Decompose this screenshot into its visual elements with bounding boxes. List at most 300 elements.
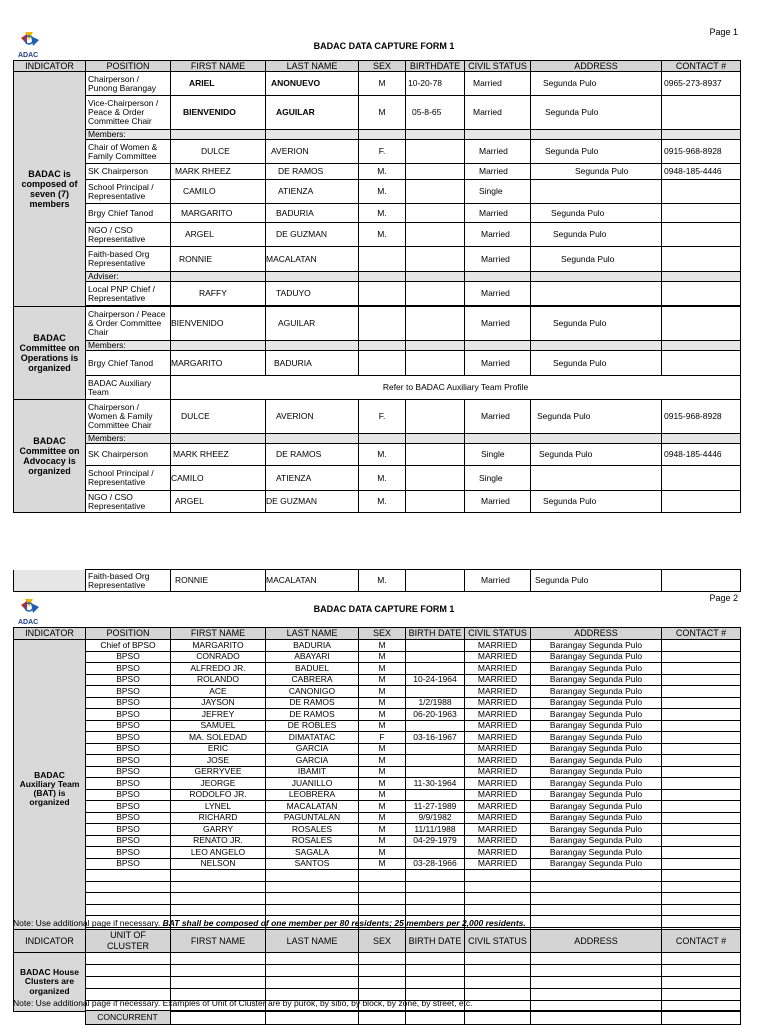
position-cell: SK Chairperson [86,164,171,180]
first-cell: RENATO JR. [171,835,266,847]
civil-status-cell: Single [465,466,531,491]
table-row [14,663,741,675]
last-cell: JUANILLO [266,778,359,790]
position-cell: BPSO [86,766,171,778]
position-cell: Local PNP Chief / Representative [86,282,171,306]
civil-cell: MARRIED [465,640,531,652]
last-name-cell: DE GUZMAN [266,223,359,247]
last-name-cell: TADUYO [266,282,359,306]
last-name-cell: DE RAMOS [266,444,359,466]
position-cell: BPSO [86,720,171,732]
position-cell: Faith-based Org Representative [86,247,171,272]
address-cell: Segunda Pulo [531,400,662,434]
table-row [14,686,741,698]
birth-cell [406,640,465,652]
last-name-cell: AGUILAR [266,96,359,130]
first-cell: MARGARITO [171,640,266,652]
contact-cell [662,893,741,905]
last-cell: CANONIGO [266,686,359,698]
table-row [14,720,741,732]
first-cell: JOSE [171,755,266,767]
sex-cell [359,351,406,376]
col-header: BIRTH DATE [406,628,465,640]
address-cell: Barangay Segunda Pulo [531,812,662,824]
adviser-label: Adviser: [86,272,171,282]
page-number: Page 2 [709,593,738,603]
last-cell: IBAMIT [266,766,359,778]
indicator-cell: BADAC Auxiliary Team (BAT) is organized [14,640,86,939]
civil-status-cell: Married [465,223,531,247]
address-cell: Barangay Segunda Pulo [531,858,662,870]
members-subheader-row [14,434,741,444]
civil-cell: MARRIED [465,720,531,732]
sex-cell: M [359,801,406,813]
table-row [14,835,741,847]
civil-cell: MARRIED [465,709,531,721]
contact-cell [662,778,741,790]
sex-cell: M [359,778,406,790]
address-cell: Barangay Segunda Pulo [531,674,662,686]
sex-cell: M [359,96,406,130]
position-cell: Chief of BPSO [86,640,171,652]
first-cell: RODOLFO JR. [171,789,266,801]
blank-row [14,904,741,916]
last-name-cell: MACALATAN [266,570,359,592]
last-name-cell: AVERION [266,140,359,164]
table-row [14,180,741,204]
address-cell: Barangay Segunda Pulo [531,720,662,732]
table-row [14,858,741,870]
first-name-cell: ARGEL [171,491,266,513]
col-header: CONTACT # [662,930,741,953]
address-cell: Segunda Pulo [531,444,662,466]
auxiliary-team-table [13,627,741,939]
civil-status-cell: Married [465,164,531,180]
sex-cell: F. [359,400,406,434]
table-row [13,1011,740,1025]
table-row [14,96,741,130]
birthdate-cell [406,282,465,306]
civil-cell: MARRIED [465,674,531,686]
first-cell: LEO ANGELO [171,847,266,859]
first-name-cell: BIENVENIDO [171,96,266,130]
address-cell: Segunda Pulo [531,140,662,164]
address-cell: Segunda Pulo [531,164,662,180]
sex-cell: M. [359,444,406,466]
birthdate-cell [406,307,465,341]
first-name-cell: ARIEL [171,72,266,96]
birthdate-cell [406,204,465,223]
position-cell: BPSO [86,824,171,836]
contact-cell [662,709,741,721]
contact-cell [662,916,741,928]
position-cell: BPSO [86,686,171,698]
col-header: CIVIL STATUS [465,930,531,953]
civil-status-cell: Married [465,140,531,164]
position-cell: Chairperson / Women & Family Committee Chair [86,400,171,434]
civil-status-cell: Married [465,307,531,341]
civil-status-cell: Single [465,180,531,204]
col-header: POSITION [86,628,171,640]
table-row [14,400,741,434]
table-row [14,72,741,96]
concurrent-header: CONCURRENT [85,1011,170,1025]
civil-status-cell: Married [465,96,531,130]
sex-cell: M. [359,204,406,223]
civil-status-cell: Married [465,351,531,376]
contact-cell [662,697,741,709]
col-header: CONTACT # [662,61,741,72]
indicator-cell: BADAC Committee on Operations is organized [14,307,86,400]
first-name-cell: DULCE [171,400,266,434]
birth-cell: 10-24-1964 [406,674,465,686]
sex-cell: M [359,697,406,709]
first-name-cell: MARGARITO [171,351,266,376]
last-cell: MACALATAN [266,801,359,813]
col-header: BIRTH DATE [406,930,465,953]
contact-cell [662,204,741,223]
first-name-cell: CAMILO [171,466,266,491]
address-cell [531,180,662,204]
sex-cell: M [359,755,406,767]
members-subheader-row [14,130,741,140]
last-name-cell: AGUILAR [266,307,359,341]
civil-cell: MARRIED [465,732,531,744]
position-cell: BPSO [86,847,171,859]
civil-status-cell: Married [465,570,531,592]
position-cell: BPSO [86,743,171,755]
birth-cell [406,663,465,675]
position-cell: Chair of Women & Family Committee [86,140,171,164]
position-cell: Chairperson / Punong Barangay [86,72,171,96]
contact-cell [662,720,741,732]
address-cell: Barangay Segunda Pulo [531,835,662,847]
table-row [14,164,741,180]
civil-status-cell: Married [465,400,531,434]
civil-status-cell: Married [465,491,531,513]
birthdate-cell [406,351,465,376]
position-cell: School Principal / Representative [86,180,171,204]
last-name-cell: MACALATAN [266,247,359,272]
col-header: SEX [359,628,406,640]
address-cell: Barangay Segunda Pulo [531,732,662,744]
address-cell: Segunda Pulo [531,491,662,513]
birth-cell: 11-27-1989 [406,801,465,813]
first-name-cell: RONNIE [171,247,266,272]
badac-members-table [13,60,741,513]
sex-cell: M. [359,223,406,247]
civil-status-cell: Married [465,204,531,223]
table-row [14,812,741,824]
table-row [14,282,741,306]
col-header: LAST NAME [266,930,359,953]
last-cell: GARCIA [266,743,359,755]
table-row [14,140,741,164]
first-cell: RICHARD [171,812,266,824]
svg-text:ADAC: ADAC [18,619,39,625]
table-row [14,766,741,778]
col-header: CIVIL STATUS [465,61,531,72]
col-header: ADDRESS [531,628,662,640]
blank-row [14,893,741,905]
first-name-cell: RAFFY [171,282,266,306]
contact-cell: 0948-185-4446 [662,444,741,466]
first-cell: LYNEL [171,801,266,813]
address-cell: Segunda Pulo [531,307,662,341]
first-cell: ROLANDO [171,674,266,686]
first-cell: NELSON [171,858,266,870]
civil-status-cell: Married [465,247,531,272]
birth-cell: 11/11/1988 [406,824,465,836]
last-name-cell: BADURIA [266,204,359,223]
contact-cell [662,307,741,341]
sex-cell: M. [359,570,406,592]
sex-cell [359,307,406,341]
table-row [14,466,741,491]
address-cell: Segunda Pulo [531,247,662,272]
sex-cell: M [359,651,406,663]
page-number: Page 1 [709,27,738,37]
form-title: BADAC DATA CAPTURE FORM 1 [313,604,455,614]
address-cell: Barangay Segunda Pulo [531,789,662,801]
civil-cell: MARRIED [465,651,531,663]
table-row [14,651,741,663]
address-cell [531,466,662,491]
civil-status-cell: Married [465,72,531,96]
table-row [14,801,741,813]
first-cell: ACE [171,686,266,698]
contact-cell [662,801,741,813]
birthdate-cell [406,247,465,272]
table-row [14,444,741,466]
birth-cell: 9/9/1982 [406,812,465,824]
contact-cell [662,755,741,767]
sex-cell: M [359,674,406,686]
first-cell: JAYSON [171,697,266,709]
contact-cell [662,743,741,755]
civil-cell: MARRIED [465,847,531,859]
position-cell: BPSO [86,812,171,824]
sex-cell: M [359,789,406,801]
birth-cell: 03-28-1966 [406,858,465,870]
col-header: UNIT OF CLUSTER [86,930,171,953]
blank-row [14,870,741,882]
sex-cell: M [359,709,406,721]
col-header: INDICATOR [14,628,86,640]
last-name-cell: ATIENZA [266,180,359,204]
position-cell: BPSO [86,835,171,847]
table-row [14,697,741,709]
last-cell: GARCIA [266,755,359,767]
cluster-note: Note: Use additional page if necessary. Examples of Unit of Cluster are by purok, by sitio, by block, by zone, by street, etc. [13,998,473,1008]
contact-cell [662,881,741,893]
form-title: BADAC DATA CAPTURE FORM 1 [313,41,455,51]
position-cell: BPSO [86,755,171,767]
table-row [14,778,741,790]
col-header: LAST NAME [266,628,359,640]
first-name-cell: RONNIE [171,570,266,592]
first-cell: GERRYVEE [171,766,266,778]
contact-cell: 0915-968-8928 [662,400,741,434]
first-cell: JEORGE [171,778,266,790]
sex-cell: M [359,766,406,778]
table-row [14,789,741,801]
members-label: Members: [86,130,171,140]
contact-cell [662,835,741,847]
contact-cell [662,766,741,778]
address-cell: Barangay Segunda Pulo [531,743,662,755]
first-name-cell: CAMILO [171,180,266,204]
col-header: INDICATOR [14,61,86,72]
last-cell: SAGALA [266,847,359,859]
col-header: ADDRESS [531,61,662,72]
position-cell: Brgy Chief Tanod [86,204,171,223]
civil-status-cell: Single [465,444,531,466]
position-cell: SK Chairperson [86,444,171,466]
col-header: SEX [359,61,406,72]
address-cell: Segunda Pulo [531,351,662,376]
address-cell: Barangay Segunda Pulo [531,697,662,709]
contact-cell [662,663,741,675]
first-name-cell: DULCE [171,140,266,164]
last-cell: BADURIA [266,640,359,652]
members-label: Members: [86,434,171,444]
members-subheader-row [14,341,741,351]
birthdate-cell [406,180,465,204]
first-cell: JEFREY [171,709,266,721]
contact-cell [662,223,741,247]
col-header: SEX [359,930,406,953]
col-header: FIRST NAME [171,930,266,953]
table-row [14,376,741,400]
col-header: CIVIL STATUS [465,628,531,640]
table-row [14,847,741,859]
table-row [14,307,741,341]
sex-cell: M. [359,180,406,204]
birthdate-cell [406,400,465,434]
header-row [14,930,741,953]
col-header: BIRTHDATE [406,61,465,72]
contact-cell: 0965-273-8937 [662,72,741,96]
birth-cell [406,651,465,663]
address-cell: Barangay Segunda Pulo [531,651,662,663]
last-cell: ROSALES [266,824,359,836]
birth-cell [406,743,465,755]
address-cell: Barangay Segunda Pulo [531,755,662,767]
svg-text:ADAC: ADAC [18,52,39,58]
first-name-cell: MARGARITO [171,204,266,223]
table-row [14,709,741,721]
birthdate-cell [406,491,465,513]
table-row [14,491,741,513]
contact-cell [662,282,741,306]
sex-cell: M. [359,164,406,180]
sex-cell: M [359,720,406,732]
first-cell: CONRADO [171,651,266,663]
birth-cell [406,789,465,801]
position-cell: BPSO [86,697,171,709]
position-cell: BPSO [86,709,171,721]
sex-cell: M [359,743,406,755]
address-cell: Segunda Pulo [531,72,662,96]
civil-cell: MARRIED [465,663,531,675]
last-name-cell: DE RAMOS [266,164,359,180]
col-header: ADDRESS [531,930,662,953]
sex-cell: M. [359,466,406,491]
contact-cell [662,491,741,513]
last-name-cell: DE GUZMAN [266,491,359,513]
first-name-cell: MARK RHEEZ [171,164,266,180]
table-row [14,953,741,965]
contact-cell [662,732,741,744]
position-cell: BADAC Auxiliary Team [86,376,171,400]
birth-cell [406,766,465,778]
col-header: FIRST NAME [171,628,266,640]
last-cell: LEOBRERA [266,789,359,801]
position-cell: BPSO [86,732,171,744]
address-cell: Barangay Segunda Pulo [531,778,662,790]
birthdate-cell: 05-8-65 [406,96,465,130]
contact-cell [662,686,741,698]
sex-cell: M [359,835,406,847]
contact-cell [662,351,741,376]
sex-cell: M [359,847,406,859]
civil-cell: MARRIED [465,697,531,709]
position-cell: Brgy Chief Tanod [86,351,171,376]
col-header: POSITION [86,61,171,72]
civil-cell: MARRIED [465,812,531,824]
birth-cell [406,847,465,859]
birthdate-cell [406,570,465,592]
birth-cell [406,686,465,698]
birth-cell: 1/2/1988 [406,697,465,709]
table-row [14,824,741,836]
civil-status-cell: Married [465,282,531,306]
last-cell: DE RAMOS [266,697,359,709]
contact-cell [662,640,741,652]
civil-cell: MARRIED [465,824,531,836]
sex-cell [359,247,406,272]
address-cell: Barangay Segunda Pulo [531,801,662,813]
table-row [14,965,741,977]
first-cell: MA. SOLEDAD [171,732,266,744]
position-cell: BPSO [86,663,171,675]
sex-cell: M [359,663,406,675]
indicator-cell: BADAC House Clusters are organized [14,953,86,1012]
position-cell: NGO / CSO Representative [86,491,171,513]
position-cell: BPSO [86,858,171,870]
position-cell: School Principal / Representative [86,466,171,491]
birth-cell: 04-29-1979 [406,835,465,847]
contact-cell [662,824,741,836]
concurrent-table [13,1010,741,1025]
sex-cell: M [359,858,406,870]
col-header: LAST NAME [266,61,359,72]
birthdate-cell [406,164,465,180]
first-name-cell: MARK RHEEZ [171,444,266,466]
position-cell: Chairperson / Peace & Order Committee Chair [86,307,171,341]
address-cell: Barangay Segunda Pulo [531,847,662,859]
contact-cell [662,247,741,272]
birthdate-cell: 10-20-78 [406,72,465,96]
auxiliary-reference-note: Refer to BADAC Auxiliary Team Profile [171,376,741,400]
address-cell: Barangay Segunda Pulo [531,663,662,675]
table-row [14,732,741,744]
contact-cell [662,180,741,204]
sex-cell [359,282,406,306]
last-name-cell: AVERION [266,400,359,434]
table-row [14,570,741,592]
